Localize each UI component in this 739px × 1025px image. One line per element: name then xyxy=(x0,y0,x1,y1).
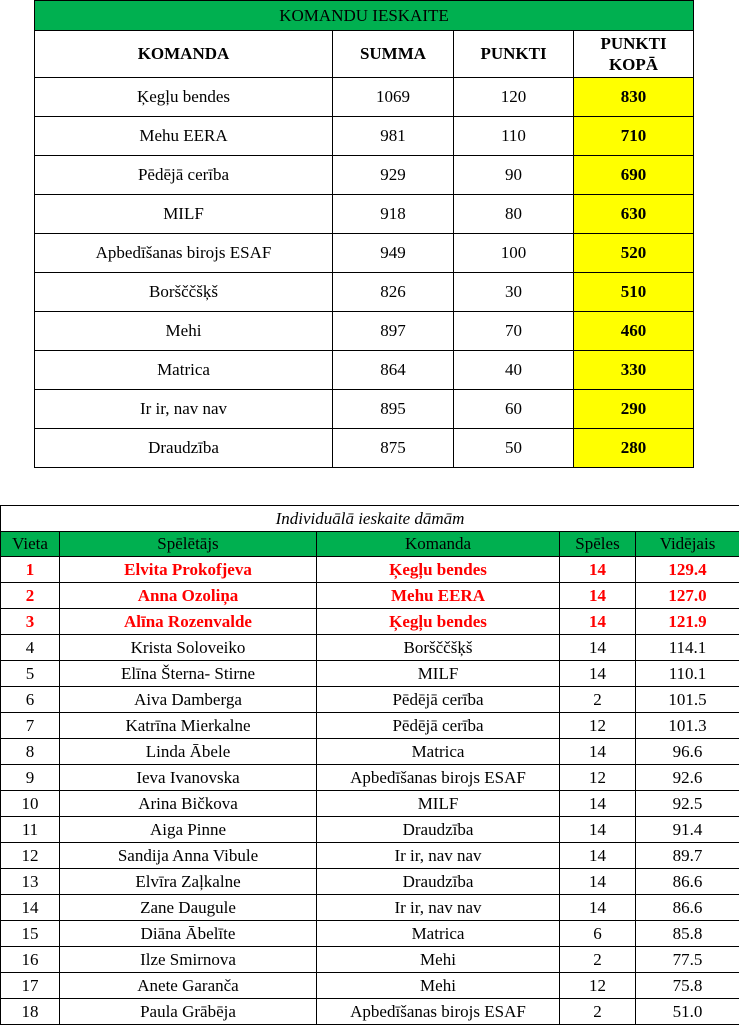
player-team-cell: Draudzība xyxy=(317,817,560,843)
player-row xyxy=(1,817,739,843)
player-team-cell: Pēdējā cerība xyxy=(317,687,560,713)
player-row xyxy=(1,739,739,765)
points-total-cell: 280 xyxy=(574,429,694,468)
player-cell: Diāna Ābelīte xyxy=(60,921,317,947)
player-cell: Krista Soloveiko xyxy=(60,635,317,661)
games-cell: 12 xyxy=(560,713,636,739)
average-cell: 75.8 xyxy=(636,973,739,999)
player-team-cell: Boršččšķš xyxy=(317,635,560,661)
place-cell: 14 xyxy=(1,895,60,921)
team-row xyxy=(35,312,694,351)
games-cell: 12 xyxy=(560,973,636,999)
header-team: KOMANDA xyxy=(35,31,333,78)
player-cell: Elvīra Zaļkalne xyxy=(60,869,317,895)
player-team-cell: Mehu EERA xyxy=(317,583,560,609)
place-cell: 3 xyxy=(1,609,60,635)
header-average: Vidējais xyxy=(636,532,739,557)
team-cell: Boršččšķš xyxy=(35,273,333,312)
player-row xyxy=(1,947,739,973)
average-cell: 51.0 xyxy=(636,999,739,1025)
place-cell: 7 xyxy=(1,713,60,739)
place-cell: 15 xyxy=(1,921,60,947)
player-cell: Elīna Šterna- Stirne xyxy=(60,661,317,687)
player-cell: Aiga Pinne xyxy=(60,817,317,843)
player-cell: Anete Garanča xyxy=(60,973,317,999)
team-row xyxy=(35,429,694,468)
team-cell: Mehu EERA xyxy=(35,117,333,156)
player-row xyxy=(1,843,739,869)
games-cell: 2 xyxy=(560,999,636,1025)
player-row xyxy=(1,557,739,583)
place-cell: 8 xyxy=(1,739,60,765)
individual-standings-body xyxy=(1,557,739,1025)
average-cell: 96.6 xyxy=(636,739,739,765)
team-cell: Ir ir, nav nav xyxy=(35,390,333,429)
games-cell: 14 xyxy=(560,557,636,583)
player-team-cell: Mehi xyxy=(317,973,560,999)
average-cell: 77.5 xyxy=(636,947,739,973)
player-team-cell: Ir ir, nav nav xyxy=(317,895,560,921)
player-cell: Aiva Damberga xyxy=(60,687,317,713)
player-team-cell: Matrica xyxy=(317,739,560,765)
average-cell: 129.4 xyxy=(636,557,739,583)
team-standings-title: KOMANDU IESKAITE xyxy=(35,1,694,31)
sum-cell: 897 xyxy=(333,312,454,351)
team-cell: MILF xyxy=(35,195,333,234)
points-total-cell: 460 xyxy=(574,312,694,351)
team-row xyxy=(35,78,694,117)
player-row xyxy=(1,973,739,999)
average-cell: 92.5 xyxy=(636,791,739,817)
average-cell: 89.7 xyxy=(636,843,739,869)
player-cell: Katrīna Mierkalne xyxy=(60,713,317,739)
average-cell: 114.1 xyxy=(636,635,739,661)
place-cell: 17 xyxy=(1,973,60,999)
team-row xyxy=(35,273,694,312)
average-cell: 127.0 xyxy=(636,583,739,609)
games-cell: 14 xyxy=(560,843,636,869)
team-standings-table xyxy=(34,0,694,468)
player-team-cell: Apbedīšanas birojs ESAF xyxy=(317,765,560,791)
player-cell: Linda Ābele xyxy=(60,739,317,765)
points-total-cell: 520 xyxy=(574,234,694,273)
player-cell: Paula Grābēja xyxy=(60,999,317,1025)
player-row xyxy=(1,687,739,713)
sum-cell: 826 xyxy=(333,273,454,312)
player-team-cell: Ir ir, nav nav xyxy=(317,843,560,869)
average-cell: 91.4 xyxy=(636,817,739,843)
points-total-cell: 830 xyxy=(574,78,694,117)
individual-standings-table xyxy=(0,505,739,1025)
place-cell: 13 xyxy=(1,869,60,895)
player-team-cell: Ķegļu bendes xyxy=(317,557,560,583)
player-team-cell: Pēdējā cerība xyxy=(317,713,560,739)
place-cell: 6 xyxy=(1,687,60,713)
header-points-total xyxy=(574,31,694,78)
individual-standings-header-row xyxy=(1,532,739,557)
player-row xyxy=(1,895,739,921)
average-cell: 86.6 xyxy=(636,869,739,895)
team-row xyxy=(35,390,694,429)
player-team-cell: MILF xyxy=(317,791,560,817)
player-cell: Sandija Anna Vibule xyxy=(60,843,317,869)
team-standings-title-row xyxy=(35,1,694,31)
place-cell: 12 xyxy=(1,843,60,869)
player-row xyxy=(1,869,739,895)
player-cell: Anna Ozoliņa xyxy=(60,583,317,609)
player-cell: Alīna Rozenvalde xyxy=(60,609,317,635)
points-total-cell: 690 xyxy=(574,156,694,195)
header-points: PUNKTI xyxy=(454,31,574,78)
sum-cell: 929 xyxy=(333,156,454,195)
points-total-cell: 710 xyxy=(574,117,694,156)
player-team-cell: MILF xyxy=(317,661,560,687)
team-row xyxy=(35,117,694,156)
player-team-cell: Draudzība xyxy=(317,869,560,895)
team-row xyxy=(35,156,694,195)
games-cell: 14 xyxy=(560,739,636,765)
points-cell: 70 xyxy=(454,312,574,351)
team-cell: Pēdējā cerība xyxy=(35,156,333,195)
player-row xyxy=(1,765,739,791)
points-cell: 60 xyxy=(454,390,574,429)
games-cell: 14 xyxy=(560,791,636,817)
points-cell: 30 xyxy=(454,273,574,312)
individual-standings-title: Individuālā ieskaite dāmām xyxy=(1,506,739,532)
player-row xyxy=(1,609,739,635)
team-standings-header-row xyxy=(35,31,694,78)
player-row xyxy=(1,921,739,947)
team-cell: Apbedīšanas birojs ESAF xyxy=(35,234,333,273)
player-row xyxy=(1,661,739,687)
games-cell: 14 xyxy=(560,869,636,895)
player-cell: Arina Bičkova xyxy=(60,791,317,817)
player-row xyxy=(1,635,739,661)
player-team-cell: Mehi xyxy=(317,947,560,973)
sum-cell: 1069 xyxy=(333,78,454,117)
place-cell: 18 xyxy=(1,999,60,1025)
average-cell: 121.9 xyxy=(636,609,739,635)
player-row xyxy=(1,791,739,817)
team-row xyxy=(35,195,694,234)
games-cell: 12 xyxy=(560,765,636,791)
header-player: Spēlētājs xyxy=(60,532,317,557)
points-cell: 40 xyxy=(454,351,574,390)
header-points-total-line2: KOPĀ xyxy=(609,55,658,74)
team-standings-body xyxy=(35,78,694,468)
average-cell: 92.6 xyxy=(636,765,739,791)
header-games: Spēles xyxy=(560,532,636,557)
place-cell: 11 xyxy=(1,817,60,843)
player-team-cell: Ķegļu bendes xyxy=(317,609,560,635)
header-sum: SUMMA xyxy=(333,31,454,78)
header-team: Komanda xyxy=(317,532,560,557)
games-cell: 14 xyxy=(560,895,636,921)
sum-cell: 875 xyxy=(333,429,454,468)
points-cell: 100 xyxy=(454,234,574,273)
place-cell: 9 xyxy=(1,765,60,791)
points-total-cell: 330 xyxy=(574,351,694,390)
games-cell: 6 xyxy=(560,921,636,947)
place-cell: 1 xyxy=(1,557,60,583)
player-cell: Ieva Ivanovska xyxy=(60,765,317,791)
average-cell: 85.8 xyxy=(636,921,739,947)
sum-cell: 981 xyxy=(333,117,454,156)
place-cell: 10 xyxy=(1,791,60,817)
points-total-cell: 290 xyxy=(574,390,694,429)
games-cell: 14 xyxy=(560,817,636,843)
place-cell: 5 xyxy=(1,661,60,687)
games-cell: 14 xyxy=(560,661,636,687)
average-cell: 101.3 xyxy=(636,713,739,739)
individual-standings-title-row xyxy=(1,506,739,532)
average-cell: 101.5 xyxy=(636,687,739,713)
player-cell: Elvita Prokofjeva xyxy=(60,557,317,583)
games-cell: 2 xyxy=(560,947,636,973)
points-total-cell: 630 xyxy=(574,195,694,234)
games-cell: 2 xyxy=(560,687,636,713)
points-cell: 80 xyxy=(454,195,574,234)
points-cell: 120 xyxy=(454,78,574,117)
team-row xyxy=(35,351,694,390)
sum-cell: 949 xyxy=(333,234,454,273)
games-cell: 14 xyxy=(560,609,636,635)
team-cell: Draudzība xyxy=(35,429,333,468)
place-cell: 16 xyxy=(1,947,60,973)
player-row xyxy=(1,583,739,609)
sum-cell: 864 xyxy=(333,351,454,390)
sum-cell: 918 xyxy=(333,195,454,234)
sum-cell: 895 xyxy=(333,390,454,429)
player-team-cell: Matrica xyxy=(317,921,560,947)
header-points-total-line1: PUNKTI xyxy=(600,34,666,53)
team-cell: Ķegļu bendes xyxy=(35,78,333,117)
average-cell: 110.1 xyxy=(636,661,739,687)
games-cell: 14 xyxy=(560,635,636,661)
points-cell: 50 xyxy=(454,429,574,468)
team-cell: Mehi xyxy=(35,312,333,351)
place-cell: 2 xyxy=(1,583,60,609)
header-place: Vieta xyxy=(1,532,60,557)
player-row xyxy=(1,713,739,739)
place-cell: 4 xyxy=(1,635,60,661)
average-cell: 86.6 xyxy=(636,895,739,921)
player-team-cell: Apbedīšanas birojs ESAF xyxy=(317,999,560,1025)
player-cell: Zane Daugule xyxy=(60,895,317,921)
player-cell: Ilze Smirnova xyxy=(60,947,317,973)
games-cell: 14 xyxy=(560,583,636,609)
team-cell: Matrica xyxy=(35,351,333,390)
points-total-cell: 510 xyxy=(574,273,694,312)
points-cell: 110 xyxy=(454,117,574,156)
team-row xyxy=(35,234,694,273)
points-cell: 90 xyxy=(454,156,574,195)
player-row xyxy=(1,999,739,1025)
